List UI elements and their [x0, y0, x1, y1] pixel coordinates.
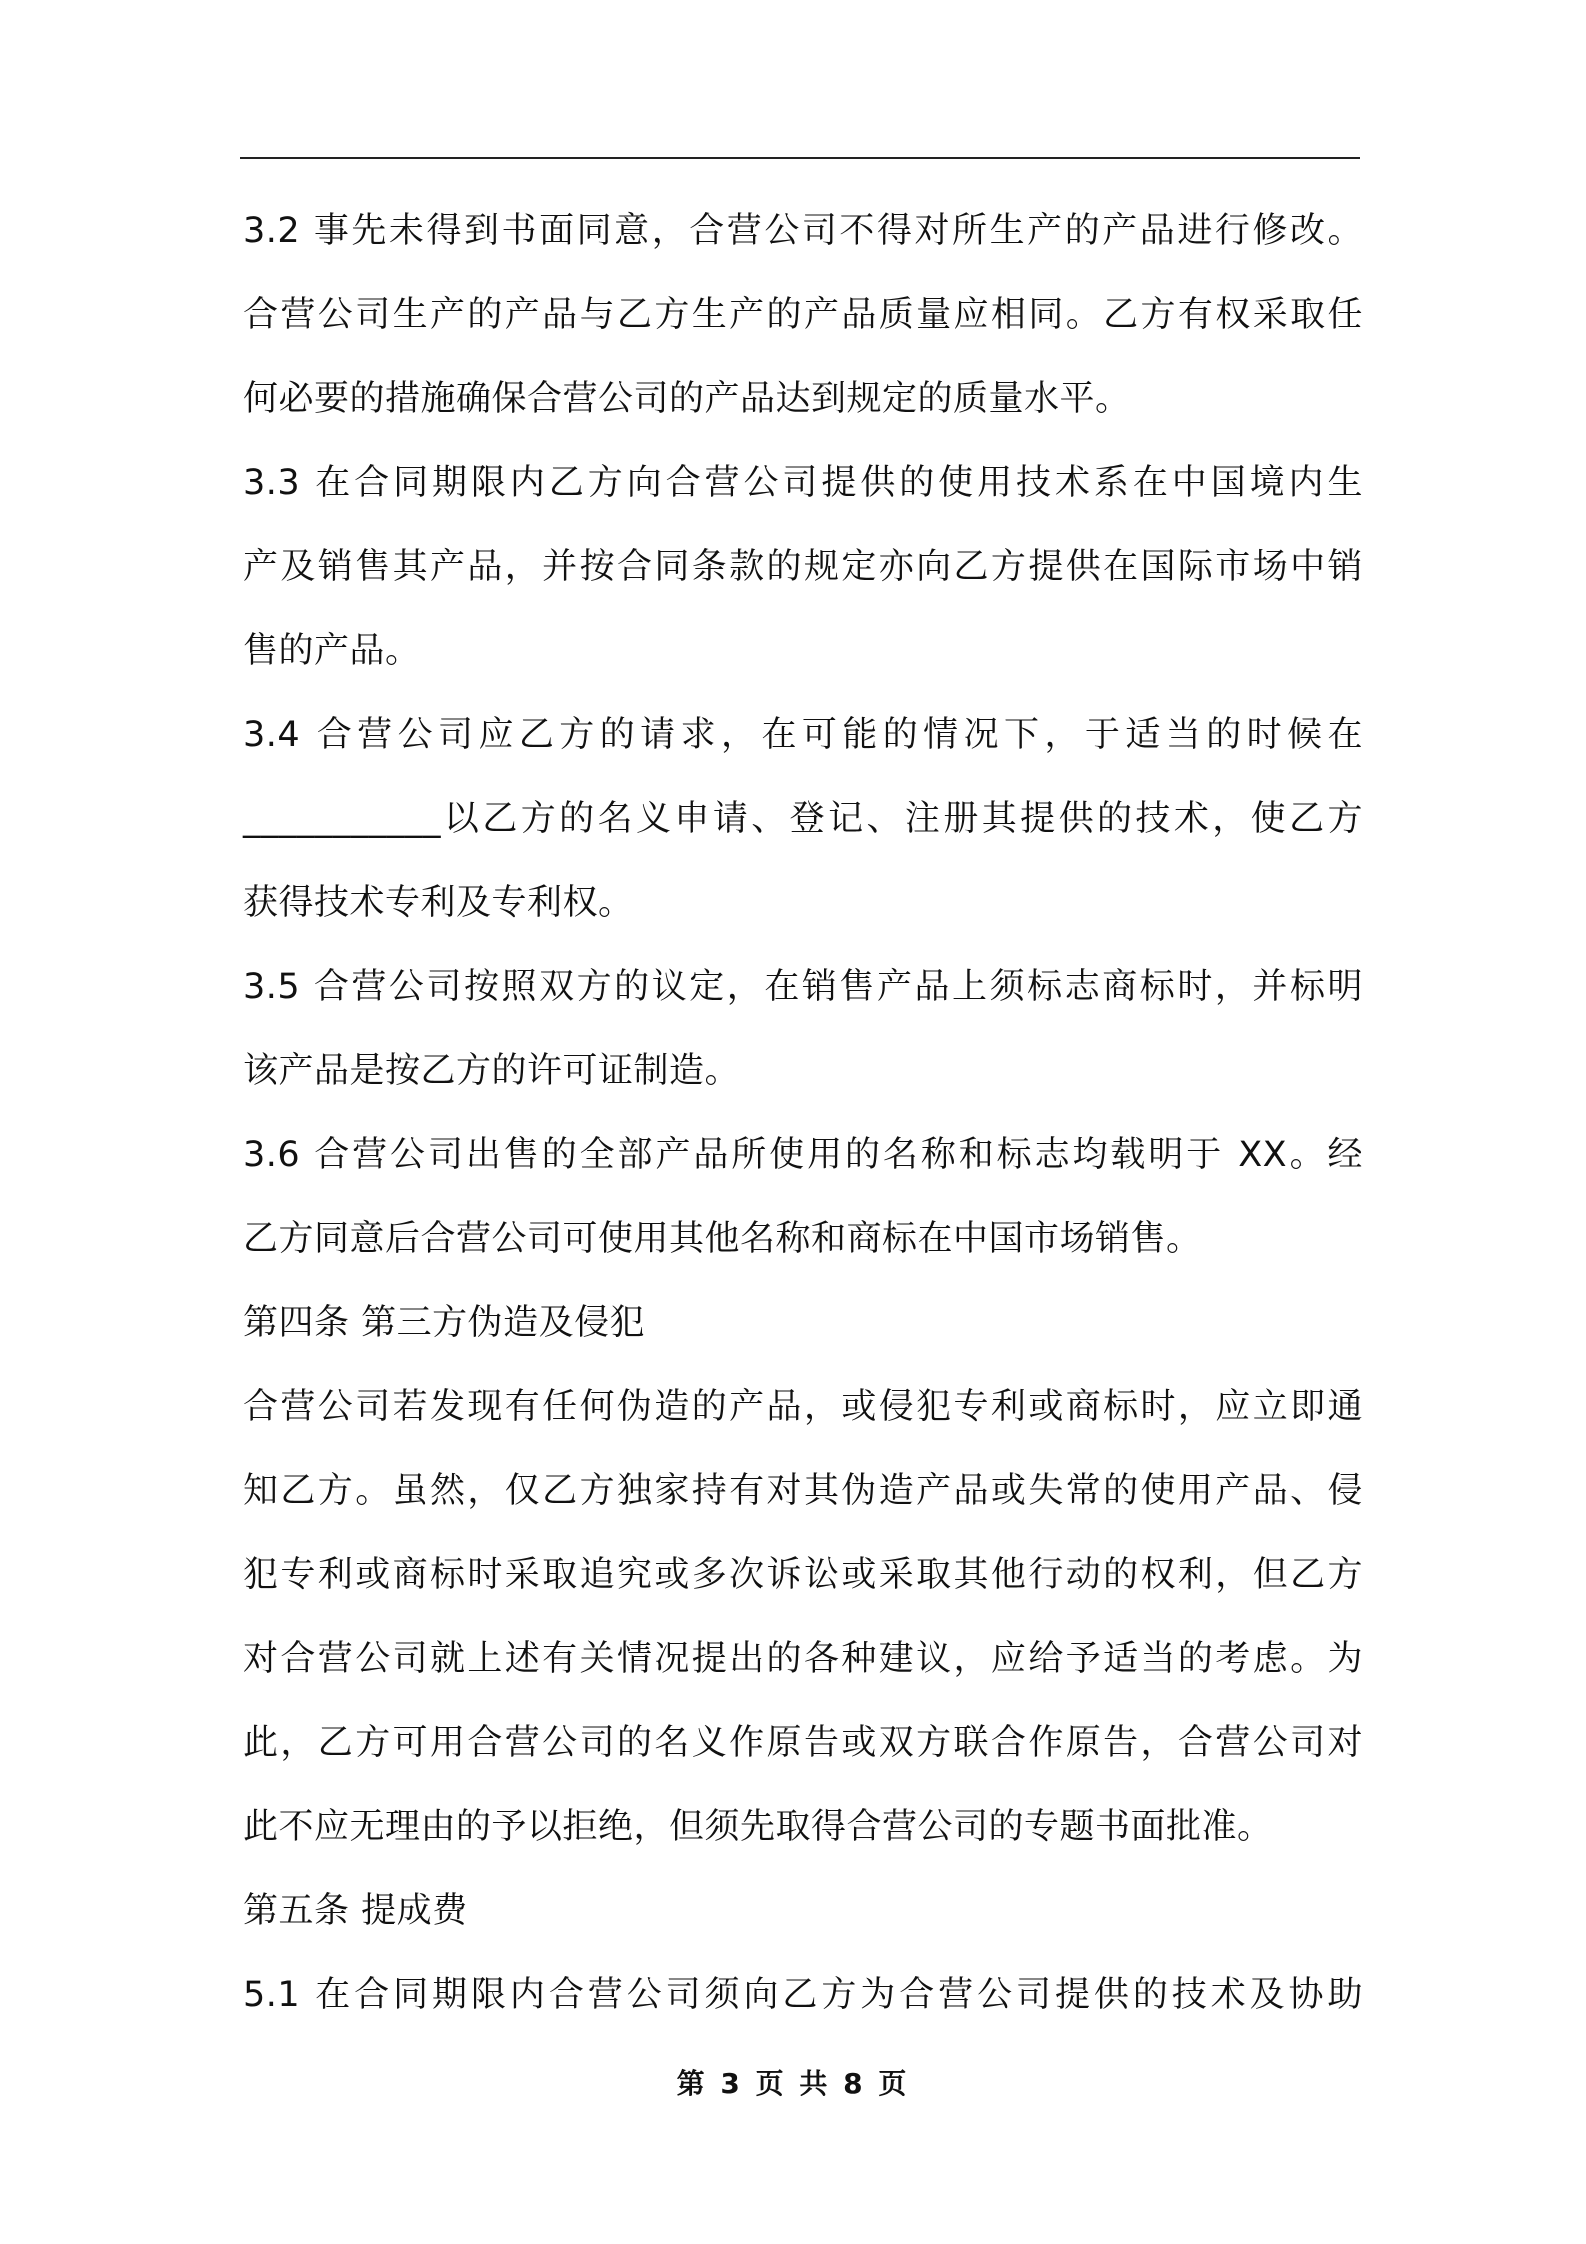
paragraph-3-5-line-2: 该产品是按乙方的许可证制造。	[243, 1051, 741, 1091]
article-4-line-2: 知乙方。虽然，仅乙方独家持有对其伪造产品或失常的使用产品、侵	[243, 1471, 1363, 1511]
paragraph-5-1-line-1: 5.1 在合同期限内合营公司须向乙方为合营公司提供的技术及协助	[243, 1975, 1363, 2015]
document-body	[243, 196, 1363, 2044]
article-4-line-5: 此，乙方可用合营公司的名义作原告或双方联合作原告，合营公司对	[243, 1723, 1363, 1763]
paragraph-3-2-line-1: 3.2 事先未得到书面同意，合营公司不得对所生产的产品进行修改。	[243, 211, 1363, 251]
article-4-line-1: 合营公司若发现有任何伪造的产品，或侵犯专利或商标时，应立即通	[243, 1387, 1363, 1427]
article-4-line-3: 犯专利或商标时采取追究或多次诉讼或采取其他行动的权利，但乙方	[243, 1555, 1363, 1595]
paragraph-3-2-line-2: 合营公司生产的产品与乙方生产的产品质量应相同。乙方有权采取任	[243, 295, 1363, 335]
paragraph-3-6-line-1: 3.6 合营公司出售的全部产品所使用的名称和标志均载明于 XX。经	[243, 1135, 1363, 1175]
paragraph-3-4-line-2: ___________以乙方的名义申请、登记、注册其提供的技术，使乙方	[243, 799, 1363, 839]
article-4-line-4: 对合营公司就上述有关情况提出的各种建议，应给予适当的考虑。为	[243, 1639, 1363, 1679]
article-4-line-6: 此不应无理由的予以拒绝，但须先取得合营公司的专题书面批准。	[243, 1807, 1273, 1847]
paragraph-3-2-line-3: 何必要的措施确保合营公司的产品达到规定的质量水平。	[243, 379, 1131, 419]
header-rule	[240, 157, 1360, 159]
paragraph-3-3-line-1: 3.3 在合同期限内乙方向合营公司提供的使用技术系在中国境内生	[243, 463, 1363, 503]
paragraph-3-3-line-2: 产及销售其产品，并按合同条款的规定亦向乙方提供在国际市场中销	[243, 547, 1363, 587]
paragraph-3-6-line-2: 乙方同意后合营公司可使用其他名称和商标在中国市场销售。	[243, 1219, 1202, 1259]
paragraph-3-3-line-3: 售的产品。	[243, 631, 421, 671]
paragraph-3-5-line-1: 3.5 合营公司按照双方的议定，在销售产品上须标志商标时，并标明	[243, 967, 1363, 1007]
paragraph-3-4-line-1: 3.4 合营公司应乙方的请求，在可能的情况下，于适当的时候在	[243, 715, 1363, 755]
section-heading-article-4: 第四条 第三方伪造及侵犯	[243, 1303, 646, 1343]
section-heading-article-5: 第五条 提成费	[243, 1891, 468, 1931]
paragraph-3-4-line-3: 获得技术专利及专利权。	[243, 883, 634, 923]
page-number-footer: 第 3 页 共 8 页	[676, 2067, 910, 2100]
